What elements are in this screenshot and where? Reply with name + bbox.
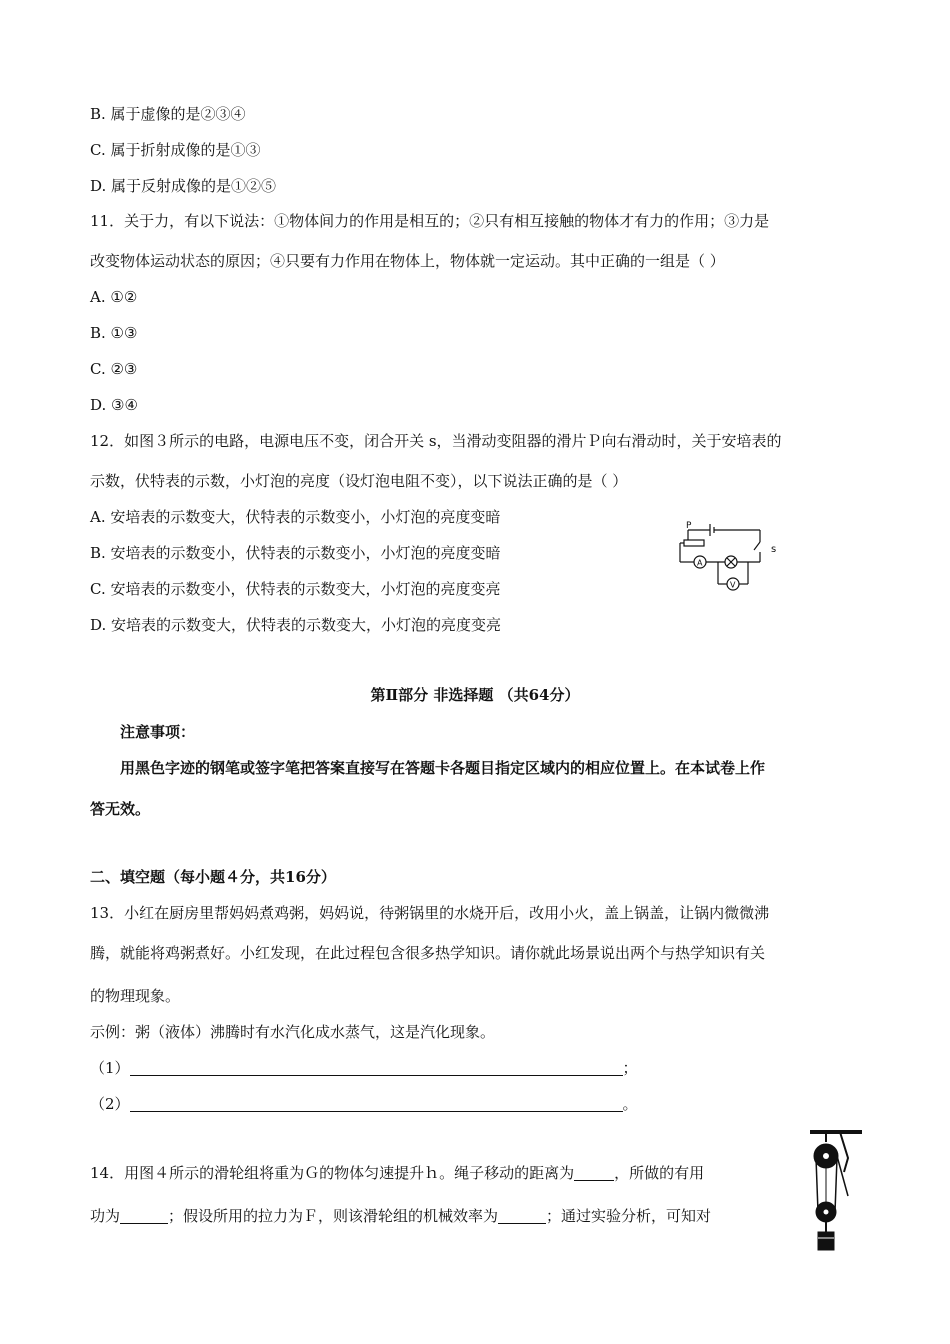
q13-answer-1	[90, 1058, 638, 1078]
q14-text-1: 14．用图４所示的滑轮组将重为Ｇ的物体匀速提升ｈ。绳子移动的距离为	[90, 1164, 575, 1182]
q10-option-c: C. 属于折射成像的是①③	[90, 141, 261, 159]
q12-stem-line1: 12．如图３所示的电路，电源电压不变，闭合开关 s，当滑动变阻器的滑片Ｐ向右滑动时，关于安培表的	[90, 432, 782, 450]
q11-option-d: D. ③④	[90, 396, 138, 414]
section2-heading: 二、填空题（每小题４分，共16分）	[90, 868, 336, 886]
answer-2-end: 。	[622, 1095, 638, 1113]
part2-title: 第Ⅱ部分 非选择题 （共64分）	[370, 686, 580, 704]
label-v: V	[730, 580, 736, 590]
q13-example: 示例：粥（液体）沸腾时有水汽化成水蒸气，这是汽化现象。	[90, 1023, 496, 1041]
q13-stem-line2: 腾，就能将鸡粥煮好。小红发现，在此过程包含很多热学知识。请你就此场景说出两个与热学知识有关	[90, 944, 766, 962]
q12-stem-line2: 示数，伏特表的示数，小灯泡的亮度（设灯泡电阻不变），以下说法正确的是（ ）	[90, 472, 628, 490]
label-s: s	[771, 544, 777, 555]
q14-text-3: 功为	[90, 1207, 121, 1225]
q14-stem-line2	[90, 1206, 711, 1226]
label-p: P	[686, 521, 692, 531]
q11-stem-line1: 11．关于力，有以下说法：①物体间力的作用是相互的；②只有相互接触的物体才有力的作用；③力是	[90, 212, 770, 230]
q14-text-4: ；假设所用的拉力为Ｆ，则该滑轮组的机械效率为	[168, 1207, 499, 1225]
q12-option-b: B. 安培表的示数变小，伏特表的示数变小，小灯泡的亮度变暗	[90, 544, 501, 562]
q14-blank-useful-work[interactable]	[120, 1207, 168, 1224]
q12-option-a: A. 安培表的示数变大，伏特表的示数变小，小灯泡的亮度变暗	[90, 508, 501, 526]
q11-option-c: C. ②③	[90, 360, 138, 378]
q10-option-d: D. 属于反射成像的是①②⑤	[90, 177, 277, 195]
q12-option-c: C. 安培表的示数变小，伏特表的示数变大，小灯泡的亮度变亮	[90, 580, 501, 598]
switch-s	[754, 542, 760, 550]
q13-stem-line1: 13．小红在厨房里帮妈妈煮鸡粥，妈妈说，待粥锅里的水烧开后，改用小火，盖上锅盖，让锅内微微沸	[90, 904, 770, 922]
q14-stem-line1	[90, 1163, 704, 1183]
answer-2-blank[interactable]	[130, 1095, 623, 1112]
pulley-diagram	[808, 1128, 868, 1256]
answer-1-end: ；	[622, 1059, 638, 1077]
q11-stem-line2: 改变物体运动状态的原因；④只要有力作用在物体上，物体就一定运动。其中正确的一组是（ ）	[90, 252, 725, 270]
answer-1-blank[interactable]	[130, 1059, 623, 1076]
label-a: A	[697, 558, 703, 568]
answer-2-label: （2）	[90, 1095, 130, 1113]
circuit-diagram	[676, 518, 786, 598]
notice-line1: 用黑色字迹的钢笔或签字笔把答案直接写在答题卡各题目指定区域内的相应位置上。在本试卷上作	[120, 759, 766, 777]
weight-block	[818, 1232, 834, 1250]
notice-heading: 注意事项：	[120, 723, 196, 741]
q12-option-d: D. 安培表的示数变大，伏特表的示数变大，小灯泡的亮度变亮	[90, 616, 502, 634]
q11-option-b: B. ①③	[90, 324, 138, 342]
q14-text-2: ，所做的有用	[614, 1164, 705, 1182]
q10-option-b: B. 属于虚像的是②③④	[90, 105, 246, 123]
q14-blank-efficiency[interactable]	[498, 1207, 546, 1224]
q11-option-a: A. ①②	[90, 288, 138, 306]
notice-line2: 答无效。	[90, 800, 151, 818]
q14-blank-distance[interactable]	[574, 1164, 614, 1181]
q13-stem-line3: 的物理现象。	[90, 987, 181, 1005]
q13-answer-2	[90, 1094, 638, 1114]
q14-text-5: ；通过实验分析，可知对	[546, 1207, 712, 1225]
answer-1-label: （1）	[90, 1059, 130, 1077]
rheostat	[684, 540, 704, 546]
